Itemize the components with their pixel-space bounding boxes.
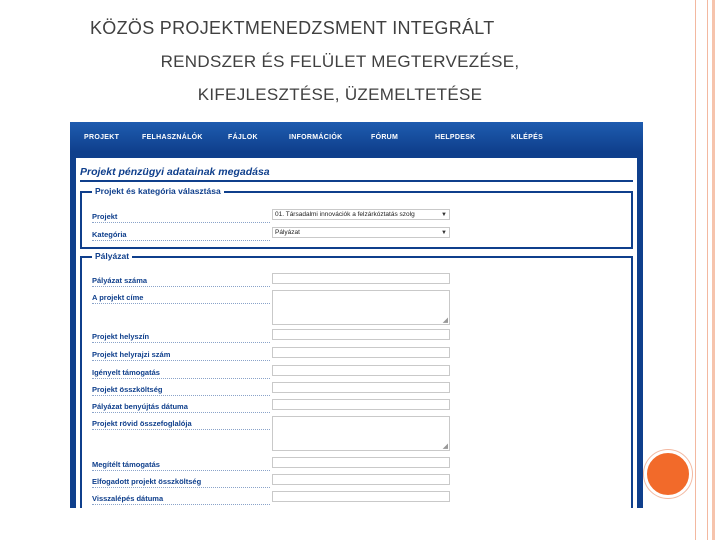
slide-title-line: KIFEJLESZTÉSE, ÜZEMELTETÉSE [197,85,483,104]
project-summary-textarea[interactable] [272,416,450,451]
nav-item-forum[interactable]: FÓRUM [371,133,399,141]
resize-grip-icon[interactable]: ◢ [442,443,448,450]
field-label: Pályázat száma [92,276,270,287]
decorative-line [695,0,696,540]
form-row [92,209,512,223]
total-cost-input[interactable] [272,382,450,393]
awarded-support-input[interactable] [272,457,450,468]
fieldset-legend: Projekt és kategória választása [92,186,224,196]
nav-item-kilepes[interactable]: KILÉPÉS [511,133,544,141]
field-label: Projekt rövid összefoglalója [92,419,270,430]
nav-item-helpdesk[interactable]: HELPDESK [435,133,476,141]
field-label: Igényelt támogatás [92,368,270,379]
slide-title [60,12,620,111]
parcel-number-input[interactable] [272,347,450,358]
form-row [92,457,512,471]
form-row [92,227,512,241]
application-fieldset [80,251,633,508]
form-row [92,290,512,324]
field-label: Pályázat benyújtás dátuma [92,402,270,413]
form-row [92,365,512,379]
form-row [92,273,512,287]
requested-support-input[interactable] [272,365,450,376]
main-content [76,158,637,508]
nav-item-fajlok[interactable]: FÁJLOK [228,133,258,141]
form-row [92,382,512,396]
resize-grip-icon[interactable]: ◢ [442,317,448,324]
project-select[interactable] [272,209,450,220]
app-screenshot [70,122,643,508]
decorative-line [707,0,708,540]
field-label: Projekt helyrajzi szám [92,350,270,361]
form-row [92,329,512,343]
project-title-textarea[interactable] [272,290,450,325]
select-value: 01. Társadalmi innovációk a felzárkóztatás szolg [275,211,415,218]
category-select[interactable] [272,227,450,238]
decorative-circle [644,450,692,498]
form-row [92,491,512,505]
field-label: Visszalépés dátuma [92,494,270,505]
form-row [92,416,512,450]
accepted-total-cost-input[interactable] [272,474,450,485]
chevron-down-icon[interactable]: ▼ [441,212,447,218]
submission-date-input[interactable] [272,399,450,410]
field-label: Elfogadott projekt összköltség [92,477,270,488]
field-label: Projekt helyszín [92,332,270,343]
slide-title-line: RENDSZER ÉS FELÜLET MEGTERVEZÉSE, [160,52,520,71]
chevron-down-icon[interactable]: ▼ [441,230,447,236]
heading-divider [80,180,633,182]
field-label: Projekt [92,212,270,223]
project-location-input[interactable] [272,329,450,340]
form-row [92,474,512,488]
project-category-fieldset [80,186,633,249]
nav-item-felhasznalok[interactable]: FELHASZNÁLÓK [142,133,203,141]
top-navigation [70,122,643,152]
field-label: Megítélt támogatás [92,460,270,471]
field-label: A projekt címe [92,293,270,304]
fieldset-legend: Pályázat [92,251,132,261]
nav-item-projekt[interactable]: PROJEKT [84,133,120,141]
slide-title-line: KÖZÖS PROJEKTMENEDZSMENT INTEGRÁLT [90,18,495,38]
decorative-line [712,0,715,540]
nav-item-informaciok[interactable]: INFORMÁCIÓK [289,133,343,141]
form-row [92,399,512,413]
withdrawal-date-input[interactable] [272,491,450,502]
field-label: Kategória [92,230,270,241]
field-label: Projekt összköltség [92,385,270,396]
page-title: Projekt pénzügyi adatainak megadása [80,166,270,178]
select-value: Pályázat [275,229,300,236]
form-row [92,347,512,361]
application-number-input[interactable] [272,273,450,284]
